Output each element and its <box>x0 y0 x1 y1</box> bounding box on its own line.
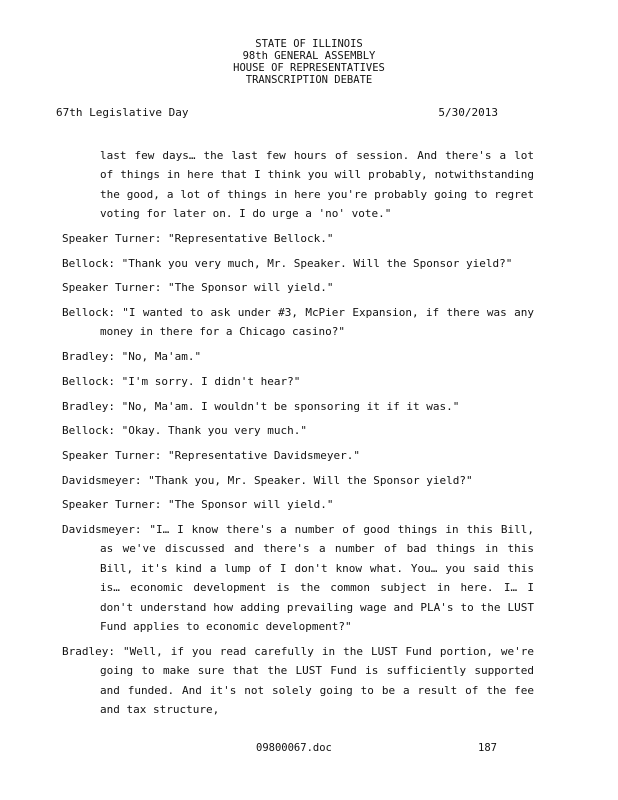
transcript-paragraph: Speaker Turner: "The Sponsor will yield." <box>62 498 334 512</box>
transcript-paragraph: Bellock: "I'm sorry. I didn't hear?" <box>62 374 301 388</box>
legislative-day-label: 67th Legislative Day <box>56 106 189 119</box>
transcript-paragraph: Bellock: "Thank you very much, Mr. Speaker. Will the Sponsor yield?" <box>62 256 513 270</box>
header-house: HOUSE OF REPRESENTATIVES <box>233 62 385 74</box>
document-header <box>0 38 618 86</box>
header-assembly: 98th GENERAL ASSEMBLY <box>242 50 376 62</box>
transcript-paragraph: Bradley: "No, Ma'am." <box>62 350 202 364</box>
transcript-paragraph: Speaker Turner: "Representative Bellock." <box>62 231 334 245</box>
legislative-day-line <box>56 106 498 119</box>
document-filename: 09800067.doc <box>256 742 332 754</box>
transcript-paragraph: Bellock: "I wanted to ask under #3, McPier Expansion, if there was any money in there for a Chicago casino?" <box>62 306 534 339</box>
transcript-paragraph: Davidsmeyer: "I… I know there's a number of good things in this Bill, as we've discussed and there's a number of bad things in this Bill, it's kind a lump of I don't know what. You… you said this is… economic development is the common subject in here. I… I don't understand how adding prevailing wage and PLA's to the LUST Fund applies to economic development?" <box>62 523 534 634</box>
header-transcription: TRANSCRIPTION DEBATE <box>245 74 373 86</box>
transcript-paragraph: Bradley: "No, Ma'am. I wouldn't be sponsoring it if it was." <box>62 399 460 413</box>
page-number: 187 <box>478 742 497 754</box>
session-date: 5/30/2013 <box>438 106 498 119</box>
transcript-paragraph: Davidsmeyer: "Thank you, Mr. Speaker. Will the Sponsor yield?" <box>62 473 473 487</box>
header-state: STATE OF ILLINOIS <box>255 38 363 50</box>
transcript-paragraph: Speaker Turner: "Representative Davidsmeyer." <box>62 448 361 462</box>
transcript-body <box>62 146 534 725</box>
transcript-paragraph: Speaker Turner: "The Sponsor will yield." <box>62 281 334 295</box>
transcript-paragraph: Bradley: "Well, if you read carefully in the LUST Fund portion, we're going to make sure that the LUST Fund is sufficiently supported and funded. And it's not solely going to be a result of the fee and tax structure, <box>62 644 534 717</box>
transcript-paragraph: Bellock: "Okay. Thank you very much." <box>62 424 308 438</box>
transcript-paragraph: last few days… the last few hours of session. And there's a lot of things in here that I think you will probably, notwithstanding the good, a lot of things in here you're probably going to regret voting for later on. I do urge a 'no' vote." <box>100 149 534 221</box>
